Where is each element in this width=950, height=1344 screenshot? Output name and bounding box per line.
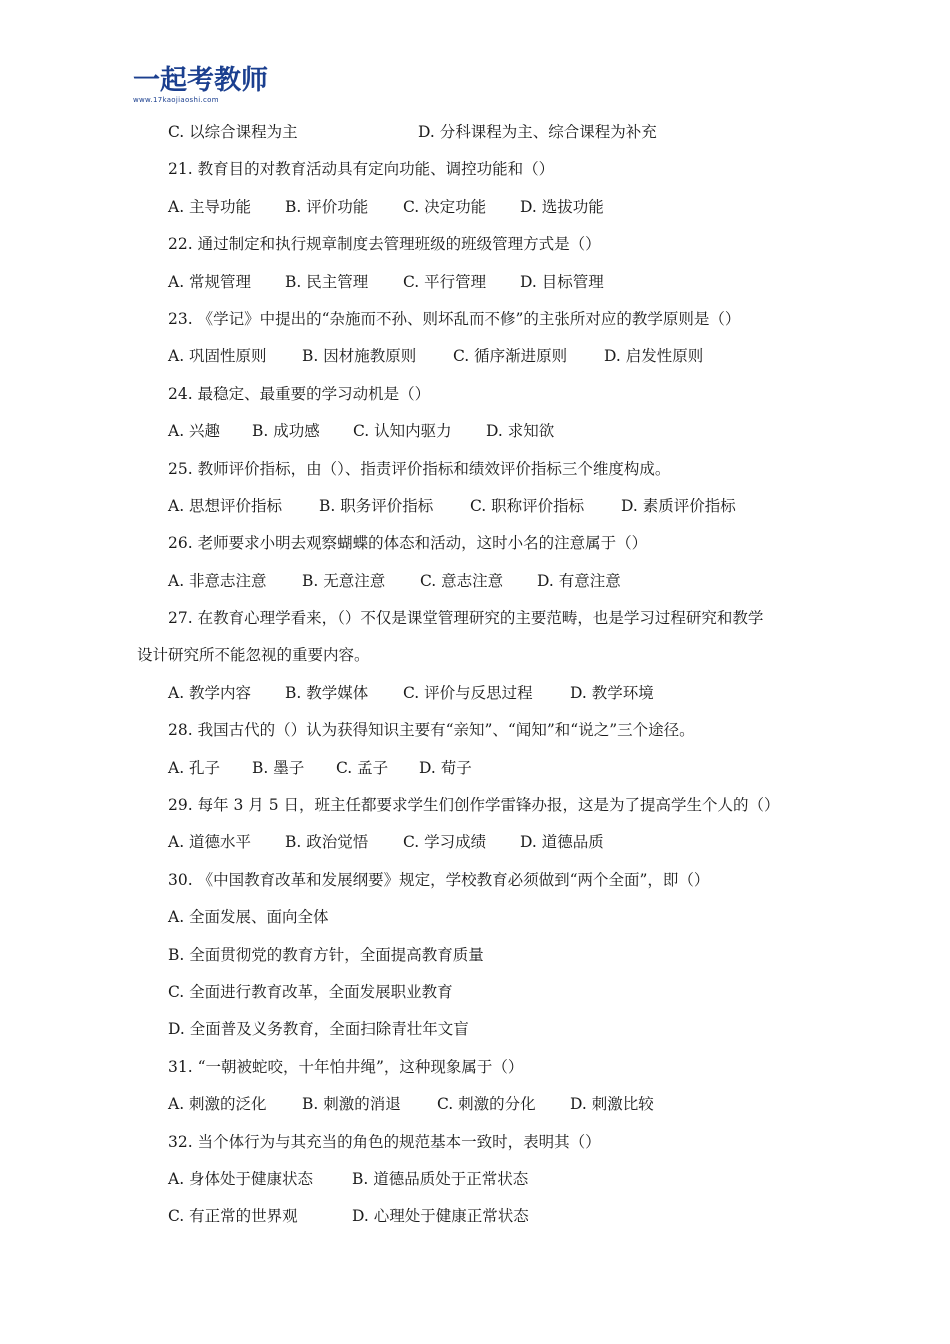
option-b: B. 评价功能 [285,197,369,216]
option-c: C. 循序渐进原则 [453,347,568,366]
question-30: 30. 《中国教育改革和发展纲要》规定，学校教育必须做到“两个全面”，即（） [168,870,710,889]
option-d: D. 荀子 [419,758,472,777]
question-21: 21. 教育目的对教育活动具有定向功能、调控功能和（） [168,160,555,179]
option-a: A. 道德水平 [168,833,252,852]
options-24 [137,413,817,450]
question-22: 22. 通过制定和执行规章制度去管理班级的班级管理方式是（） [168,235,601,254]
question-26: 26. 老师要求小明去观察蝴蝶的体态和活动，这时小名的注意属于（） [168,534,648,553]
options-22 [137,264,817,301]
options-25 [137,488,817,525]
options-29 [137,824,817,861]
option-d: D. 素质评价指标 [621,496,736,515]
options-23 [137,338,817,375]
option-a: A. 全面发展、面向全体 [168,908,329,927]
question-32: 32. 当个体行为与其充当的角色的规范基本一致时，表明其（） [168,1132,601,1151]
option-a: A. 孔子 [168,758,221,777]
option-c: C. 以综合课程为主 [168,123,298,141]
option-b: B. 道德品质处于正常状态 [352,1169,529,1188]
option-d: D. 道德品质 [520,833,604,852]
question-27-line-1: 27. 在教育心理学看来，（）不仅是课堂管理研究的主要范畴，也是学习过程研究和教学 [168,609,764,628]
option-a: A. 兴趣 [168,422,221,441]
option-a: A. 主导功能 [168,197,252,216]
option-d: D. 启发性原则 [604,347,704,366]
exam-content [137,114,817,1236]
options-28 [137,750,817,787]
option-b: B. 民主管理 [285,272,369,291]
logo-text: 一起考教师 [133,65,268,96]
option-d: D. 刺激比较 [570,1095,654,1114]
option-a: A. 教学内容 [168,683,252,702]
option-c: C. 学习成绩 [403,833,487,852]
option-c: C. 认知内驱力 [353,422,452,441]
option-d: D. 教学环境 [570,683,654,702]
question-31: 31. “一朝被蛇咬，十年怕井绳”，这种现象属于（） [168,1057,524,1076]
option-a: A. 巩固性原则 [168,347,267,366]
question-25: 25. 教师评价指标，由（）、指责评价指标和绩效评价指标三个维度构成。 [168,459,671,478]
option-d: D. 心理处于健康正常状态 [352,1207,529,1226]
option-c: C. 有正常的世界观 [168,1207,298,1226]
question-28: 28. 我国古代的（）认为获得知识主要有“亲知”、“闻知”和“说之”三个途径。 [168,721,695,740]
option-c: C. 孟子 [336,758,389,777]
option-c: C. 平行管理 [403,272,487,291]
option-c: C. 刺激的分化 [437,1095,536,1114]
option-b: B. 墨子 [252,758,305,777]
options-32-row-2 [137,1198,817,1235]
option-a: A. 身体处于健康状态 [168,1169,314,1188]
option-b: B. 因材施教原则 [302,347,417,366]
question-23: 23. 《学记》中提出的“杂施而不孙、则坏乱而不修”的主张所对应的教学原则是（） [168,309,741,328]
question-27-line-2: 设计研究所不能忽视的重要内容。 [137,646,370,665]
option-c: C. 决定功能 [403,197,487,216]
option-a: A. 常规管理 [168,272,252,291]
option-b: B. 职务评价指标 [319,496,434,515]
option-c: C. 评价与反思过程 [403,683,533,702]
option-d: D. 求知欲 [486,422,555,441]
question-24: 24. 最稳定、最重要的学习动机是（） [168,384,431,403]
option-b: B. 教学媒体 [285,683,369,702]
options-32-row-1 [137,1161,817,1198]
option-b: B. 政治觉悟 [285,833,369,852]
option-a: A. 非意志注意 [168,571,267,590]
option-c: C. 职称评价指标 [470,496,585,515]
option-b: B. 成功感 [252,422,320,441]
logo-url: www.17kaojiaoshi.com [133,96,219,104]
option-d: D. 全面普及义务教育，全面扫除青壮年文盲 [168,1020,469,1039]
site-logo [133,65,268,106]
options-31 [137,1086,817,1123]
option-c: C. 全面进行教育改革，全面发展职业教育 [168,982,453,1001]
option-b: B. 刺激的消退 [302,1095,401,1114]
option-d: D. 目标管理 [520,272,604,291]
options-27 [137,675,817,712]
option-b: B. 无意注意 [302,571,386,590]
option-d: D. 有意注意 [537,571,621,590]
option-b: B. 全面贯彻党的教育方针，全面提高教育质量 [168,945,484,964]
options-26 [137,563,817,600]
option-a: A. 刺激的泛化 [168,1095,267,1114]
options-row [137,114,817,151]
option-d: D. 选拔功能 [520,197,604,216]
option-c: C. 意志注意 [420,571,504,590]
option-d: D. 分科课程为主、综合课程为补充 [418,123,657,141]
options-21 [137,189,817,226]
question-29: 29. 每年 3 月 5 日，班主任都要求学生们创作学雷锋办报，这是为了提高学生个人的（） [168,796,780,815]
option-a: A. 思想评价指标 [168,496,283,515]
